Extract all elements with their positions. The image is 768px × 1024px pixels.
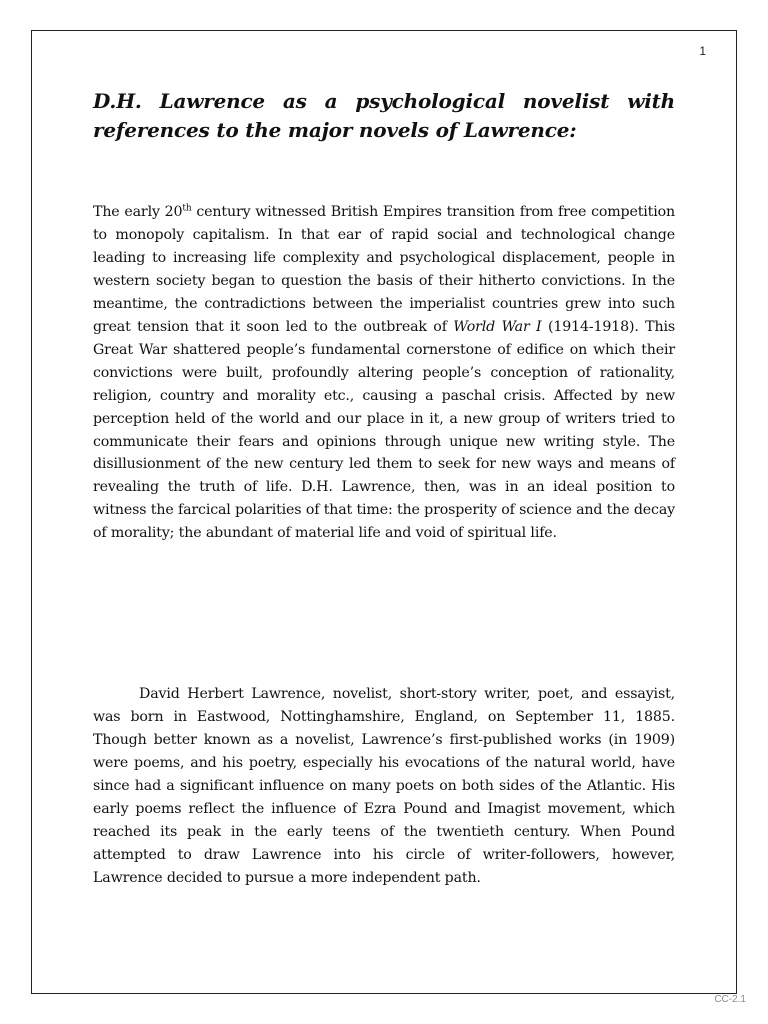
italic-term: World War I [453, 318, 542, 335]
paragraph-intro-text-1: The early 20 [93, 204, 183, 220]
document-title: D.H. Lawrence as a psychological novelist with references to the major novels of Lawrence: [93, 89, 675, 142]
paragraph-intro-text-3: (1914-1918). This Great War shattered people’s fundamental cornerstone of edifice on which their convictions were built, profoundly altering people’s conception of rationality, religion, country and morality etc., causing a paschal crisis. Affected by new perception held of the world and our place in it, a new group of writers tried to communicate their fears and opinions through unique new writing style. The disillusionment of the new century led them to seek for new ways and means of revealing the truth of life. D.H. Lawrence, then, was in an ideal position to witness the farcical polarities of that time: the prosperity of science and the decay of morality; the abundant of material life and void of spiritual life. [93, 318, 675, 542]
ordinal-superscript: th [182, 203, 192, 214]
footer-code: CC-2.1 [714, 994, 746, 1005]
paragraph-intro-text-2: century witnessed British Empires transition from free competition to monopoly capitalism. In that ear of rapid social and technological change leading to increasing life complexity and psychological displacement, people in western society began to question the basis of their hitherto convictions. In the meantime, the contradictions between the imperialist countries grew into such great tension that it soon led to the outbreak of [93, 204, 675, 335]
page-number: 1 [699, 44, 706, 58]
paragraph-biography: David Herbert Lawrence, novelist, short-story writer, poet, and essayist, was born in Eastwood, Nottinghamshire, England, on September 11, 1885. Though better known as a novelist, Lawrence’s first-published works (in 1909) were poems, and his poetry, especially his evocations of the natural world, have since had a significant influence on many poets on both sides of the Atlantic. His early poems reflect the influence of Ezra Pound and Imagist movement, which reached its peak in the early teens of the twentieth century. When Pound attempted to draw Lawrence into his circle of writer-followers, however, Lawrence decided to pursue a more independent path. [93, 686, 675, 886]
paragraph-intro [93, 201, 675, 545]
